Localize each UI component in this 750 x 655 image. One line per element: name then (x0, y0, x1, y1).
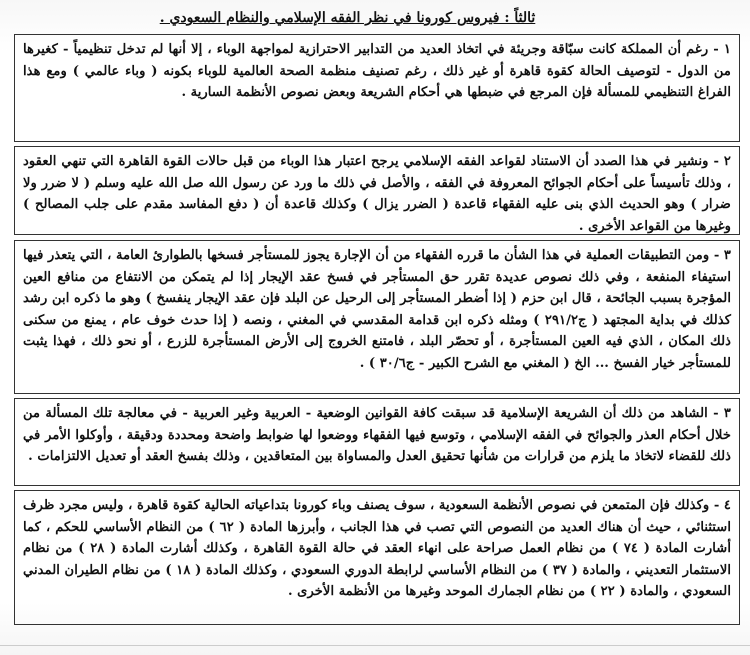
paragraph-box-2 (14, 146, 740, 235)
paragraph-text: ٢ - ونشير في هذا الصدد أن الاستناد لقواعد الفقه الإسلامي يرجح اعتبار هذا الوباء من قبل حالات القوة القاهرة التي تنهي العقود ، وذلك تأسيساً على أحكام الجوائح المعروفة في الفقه ، والأصل في ذلك ما ورد عن رسول الله صل الله عليه وسلم ( لا ضرر ولا ضرار ) وهو الحديث الذي بنى عليه الفقهاء قاعدة ( الضرر يزال ) وكذلك قاعدة أن ( دفع المفاسد مقدم على جلب المصالح ) وغيرها من القواعد الأخرى . (23, 154, 731, 234)
paragraph-text: ٣ - الشاهد من ذلك أن الشريعة الإسلامية قد سبقت كافة القوانين الوضعية - العربية وغير العربية - في معالجة تلك المسألة من خلال أحكام العذر والجوائح في الفقه الإسلامي ، وتوسع فيها الفقهاء ووضعوا لها ضوابط واضحة ومحددة ودقيقة ، وأوكلوا الأمر في ذلك للقضاء لاتخاذ ما يلزم من قرارات من شأنها تحقيق العدل والمساواة بين المتعاقدين ، وذلك بفسخ العقد أو تعديل الالتزامات . (23, 406, 731, 464)
paragraph-box-1 (14, 34, 740, 142)
paragraph-text: ٣ - ومن التطبيقات العملية في هذا الشأن ما قرره الفقهاء من أن الإجارة يجوز للمستأجر فسخها بالطوارئ العامة ، التي يتعذر فيها استيفاء المنفعة ، وفي ذلك نصوص عديدة تقرر حق المستأجر في فسخ عقد الإيجار إذا لم يتمكن من الانتفاع من منافع العين المؤجرة بسبب الجائحة ، قال ابن حزم ( إذا أضطر المستأجر إلى الرحيل عن البلد فإن عقد الإيجار ينفسخ ) وهو ما ذكره ابن رشد كذلك في بداية المجتهد ( ج٢٩١/٢ ) ومثله ذكره ابن قدامة المقدسي في المغني ، ونصه ( إذا حدث خوف عام ، يمنع من سكنى ذلك المكان ، الذي فيه العين المستأجرة ، أو تحصّر البلد ، فامتنع الخروج إلى الأرض المستأجرة للزرع ، أو نحو ذلك ، فهذا يثبت للمستأجر خيار الفسخ ... الخ ( المغني مع الشرح الكبير - ج٣٠/٦ ) . (23, 248, 731, 371)
paragraph-box-3 (14, 240, 740, 394)
paragraph-text: ٤ - وكذلك فإن المتمعن في نصوص الأنظمة السعودية ، سوف يصنف وباء كورونا بتداعياته الحالية كقوة قاهرة ، وليس مجرد ظرف استثنائي ، حيث أن هناك العديد من النصوص التي تصب في هذا الجانب ، وأبرزها المادة ( ٦٢ ) من النظام الأساسي للحكم ، كما أشارت المادة ( ٧٤ ) من نظام العمل صراحة على انهاء العقد في حالة القوة القاهرة ، وكذلك أشارت المادة ( ٢٨ ) من نظام الاستثمار التعديني ، والمادة ( ٣٧ ) من النظام الأساسي لرابطة الدوري السعودي ، وكذلك المادة ( ١٨ ) من نظام الطيران المدني السعودي ، والمادة ( ٢٢ ) من نظام الجمارك الموحد وغيرها من الأنظمة الأخرى . (23, 498, 732, 599)
document-title: ثالثاً : فيروس كورونا في نظر الفقه الإسلامي والنظام السعودي . (159, 10, 536, 26)
paragraph-text: ١ - رغم أن المملكة كانت سبّاقة وجريئة في اتخاذ العديد من التدابير الاحترازية لمواجهة الوباء ، إلا أنها لم تدخل تنظيمياً - كغيرها من الدول - لتوصيف الحالة كقوة قاهرة أو غير ذلك ، رغم تصنيف منظمة الصحة العالمية للوباء بكونه ( وباء عالمي ) ومع هذا الفراغ التنظيمي للمسألة فإن المرجع في ضبطها هي أحكام الشريعة وبعض نصوص الأنظمة السارية . (23, 42, 731, 100)
paragraph-box-5 (14, 490, 740, 625)
paragraph-box-4 (14, 398, 740, 486)
page-bottom-edge (0, 645, 750, 646)
